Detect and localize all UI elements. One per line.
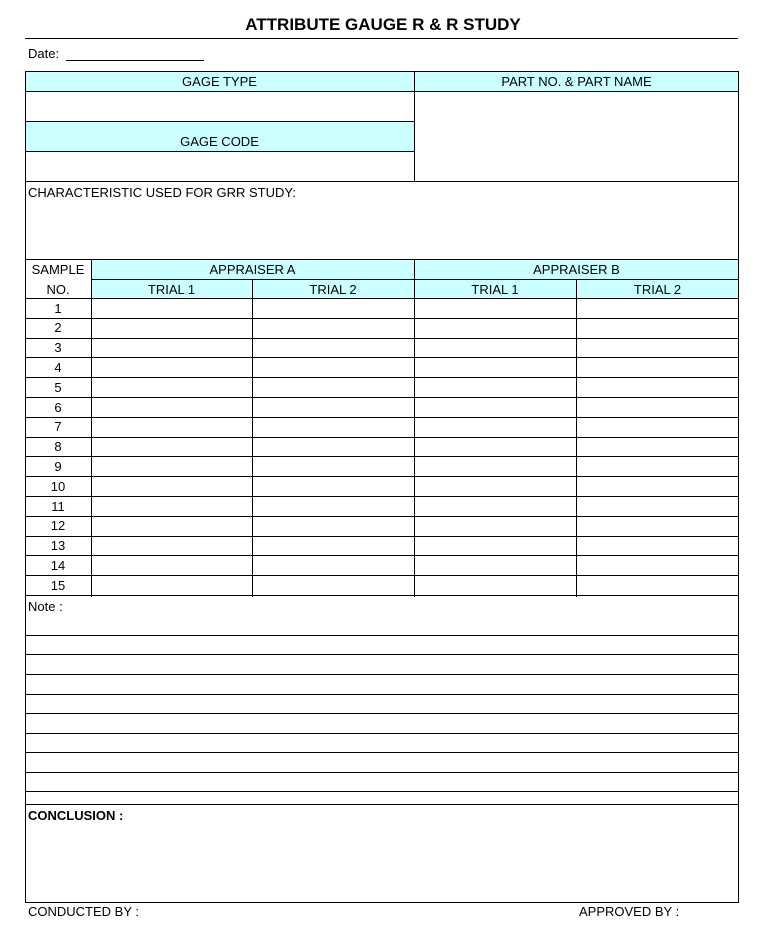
appraiser-b-trial-1-cell[interactable] (415, 358, 576, 377)
appraiser-b-trial-2-header: TRIAL 2 (633, 282, 682, 297)
appraiser-b-trial-1-cell[interactable] (415, 299, 576, 318)
appraiser-b-trial-2-cell[interactable] (577, 576, 738, 595)
part-name-label: PART NO. & PART NAME (501, 73, 652, 89)
appraiser-b-trial-2-cell[interactable] (577, 477, 738, 496)
appraiser-b-trial-1-header: TRIAL 1 (471, 282, 519, 297)
form-title: ATTRIBUTE GAUGE R & R STUDY (245, 15, 521, 34)
appraiser-a-trial-1-cell[interactable] (92, 477, 252, 496)
appraiser-a-trial-2-cell[interactable] (253, 497, 414, 516)
sample-number: 8 (54, 439, 62, 455)
sample-number: 14 (50, 557, 66, 573)
appraiser-b-trial-1-cell[interactable] (415, 438, 576, 457)
note-line[interactable] (25, 733, 739, 734)
appraiser-b-trial-2-cell[interactable] (577, 497, 738, 516)
appraiser-b-trial-1-cell[interactable] (415, 378, 576, 397)
appraiser-b-trial-1-cell[interactable] (415, 497, 576, 516)
appraiser-a-trial-1-cell[interactable] (92, 418, 252, 437)
appraiser-a-trial-2-cell[interactable] (253, 418, 414, 437)
sample-number: 9 (54, 458, 62, 474)
gage-type-label: GAGE TYPE (182, 73, 257, 89)
appraiser-a-trial-2-cell[interactable] (253, 378, 414, 397)
appraiser-b-trial-1-cell[interactable] (415, 477, 576, 496)
title-underline (25, 38, 738, 39)
appraiser-a-trial-2-cell[interactable] (253, 438, 414, 457)
sample-number: 11 (51, 498, 65, 514)
appraiser-a-trial-1-cell[interactable] (92, 576, 252, 595)
appraiser-a-trial-2-cell[interactable] (253, 398, 414, 417)
rule-appraiser-split (91, 279, 739, 280)
appraiser-b-trial-2-cell[interactable] (577, 299, 738, 318)
appraiser-a-trial-1-cell[interactable] (92, 438, 252, 457)
appraiser-a-trial-1-cell[interactable] (92, 398, 252, 417)
appraiser-b-trial-2-cell[interactable] (577, 537, 738, 556)
appraiser-a-trial-1-cell[interactable] (92, 319, 252, 338)
appraiser-a-trial-1-cell[interactable] (92, 378, 252, 397)
appraiser-a-trial-2-cell[interactable] (253, 457, 414, 476)
sample-header-line2: NO. (46, 282, 70, 297)
appraiser-b-trial-2-cell[interactable] (577, 556, 738, 575)
appraiser-a-trial-1-cell[interactable] (92, 358, 252, 377)
appraiser-a-trial-2-cell[interactable] (253, 319, 414, 338)
note-line[interactable] (25, 752, 739, 753)
characteristic-label: CHARACTERISTIC USED FOR GRR STUDY: (28, 185, 296, 200)
sample-number: 13 (50, 538, 66, 554)
appraiser-b-trial-1-cell[interactable] (415, 398, 576, 417)
gage-code-label: GAGE CODE (180, 134, 259, 149)
appraiser-a-trial-2-cell[interactable] (253, 576, 414, 595)
appraiser-b-trial-1-cell[interactable] (415, 418, 576, 437)
appraiser-b-trial-2-cell[interactable] (577, 358, 738, 377)
appraiser-b-trial-2-cell[interactable] (577, 398, 738, 417)
note-line[interactable] (25, 674, 739, 675)
appraiser-b-trial-1-cell[interactable] (415, 576, 576, 595)
conclusion-label: CONCLUSION : (28, 808, 124, 823)
appraiser-a-trial-2-header: TRIAL 2 (309, 282, 357, 297)
sample-number: 4 (54, 359, 62, 375)
appraiser-a-trial-1-cell[interactable] (92, 299, 252, 318)
appraiser-a-trial-1-cell[interactable] (92, 457, 252, 476)
note-line[interactable] (25, 635, 739, 636)
appraiser-b-trial-1-cell[interactable] (415, 537, 576, 556)
conclusion-top-rule (25, 804, 739, 805)
conducted-by-label: CONDUCTED BY : (28, 904, 139, 919)
note-line[interactable] (25, 694, 739, 695)
appraiser-a-trial-1-cell[interactable] (92, 517, 252, 536)
approved-by-label: APPROVED BY : (579, 904, 680, 919)
sample-number: 6 (54, 399, 62, 415)
sample-number: 12 (50, 518, 66, 534)
appraiser-b-trial-1-cell[interactable] (415, 319, 576, 338)
sample-number: 5 (54, 379, 62, 395)
sample-number: 15 (50, 577, 66, 593)
appraiser-a-header: APPRAISER A (209, 262, 296, 277)
sample-number: 1 (54, 300, 62, 316)
sample-number: 10 (50, 478, 66, 494)
part-name-field[interactable] (415, 92, 738, 181)
appraiser-b-trial-1-cell[interactable] (415, 556, 576, 575)
appraiser-a-trial-2-cell[interactable] (253, 299, 414, 318)
sample-number: 7 (54, 419, 62, 435)
appraiser-b-trial-2-cell[interactable] (577, 438, 738, 457)
gage-code-field[interactable] (26, 152, 414, 181)
appraiser-a-trial-1-cell[interactable] (92, 497, 252, 516)
appraiser-a-trial-1-header: TRIAL 1 (147, 282, 196, 297)
note-line[interactable] (25, 791, 739, 792)
note-line[interactable] (25, 654, 739, 655)
date-field[interactable] (66, 60, 204, 61)
sample-number: 2 (54, 320, 62, 336)
appraiser-b-header: APPRAISER B (533, 262, 620, 277)
appraiser-b-trial-2-cell[interactable] (577, 457, 738, 476)
appraiser-b-trial-2-cell[interactable] (577, 378, 738, 397)
appraiser-a-trial-2-cell[interactable] (253, 517, 414, 536)
row-rule (25, 595, 739, 596)
appraiser-a-trial-1-cell[interactable] (92, 556, 252, 575)
appraiser-b-trial-1-cell[interactable] (415, 457, 576, 476)
conclusion-field[interactable] (26, 826, 738, 902)
note-label: Note : (28, 599, 63, 614)
note-line[interactable] (25, 772, 739, 773)
rule-characteristic-top (25, 181, 739, 182)
appraiser-a-trial-2-cell[interactable] (253, 556, 414, 575)
appraiser-b-trial-2-cell[interactable] (577, 418, 738, 437)
sample-header-line1: SAMPLE (31, 262, 85, 277)
rule-gage-code-top (25, 121, 414, 122)
appraiser-a-trial-2-cell[interactable] (253, 537, 414, 556)
appraiser-b-trial-1-cell[interactable] (415, 517, 576, 536)
appraiser-a-trial-2-cell[interactable] (253, 339, 414, 358)
appraiser-b-trial-2-cell[interactable] (577, 319, 738, 338)
note-line[interactable] (25, 713, 739, 714)
appraiser-a-trial-1-cell[interactable] (92, 537, 252, 556)
appraiser-a-trial-1-cell[interactable] (92, 339, 252, 358)
characteristic-field[interactable] (26, 202, 738, 259)
appraiser-a-trial-2-cell[interactable] (253, 477, 414, 496)
appraiser-b-trial-2-cell[interactable] (577, 517, 738, 536)
gage-type-field[interactable] (26, 92, 414, 121)
sample-number: 3 (54, 340, 62, 356)
date-label: Date: (28, 46, 60, 61)
appraiser-b-trial-2-cell[interactable] (577, 339, 738, 358)
appraiser-a-trial-2-cell[interactable] (253, 358, 414, 377)
appraiser-b-trial-1-cell[interactable] (415, 339, 576, 358)
